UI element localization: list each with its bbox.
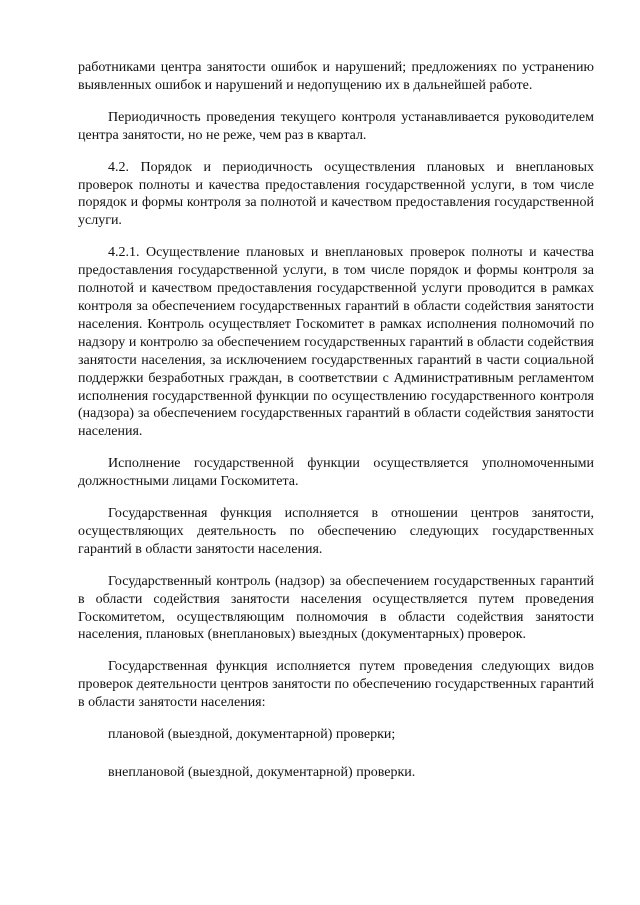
paragraph-section-4-2-1: 4.2.1. Осуществление плановых и внеплановых проверок полноты и качества предоставления государственной услуги, в том числе порядок и формы контроля за полнотой и качеством предоставления государственной услуги проводится в рамках контроля за обеспечением государственных гарантий в области содействия занятости населения. Контроль осуществляет Госкомитет в рамках исполнения полномочий по надзору и контролю за обеспечением государственных гарантий в области содействия занятости населения, за исключением государственных гарантий в части социальной поддержки безработных граждан, в соответствии с Административным регламентом исполнения государственной функции по осуществлению государственного контроля (надзора) за обеспечением государственных гарантий в области содействия занятости населения.: [78, 245, 594, 440]
document-body: [78, 59, 594, 802]
paragraph-state-control: Государственный контроль (надзор) за обеспечением государственных гарантий в области содействия занятости населения осуществляется путем проведения Госкомитетом, осуществляющим полномочия в области содействия занятости населения, плановых (внеплановых) выездных (документарных) проверок.: [78, 573, 594, 643]
paragraph-control-periodicity: Периодичность проведения текущего контроля устанавливается руководителем центра занятости, но не реже, чем раз в квартал.: [78, 109, 594, 143]
list-item-unplanned-inspection: внеплановой (выездной, документарной) проверки.: [108, 765, 416, 780]
paragraph-inspection-types: Государственная функция исполняется путем проведения следующих видов проверок деятельности центров занятости по обеспечению государственных гарантий в области занятости населения:: [78, 659, 594, 711]
paragraph-section-4-2: 4.2. Порядок и периодичность осуществления плановых и внеплановых проверок полноты и качества предоставления государственной услуги, в том числе порядок и формы контроля за полнотой и качеством предоставления государственной услуги.: [78, 159, 594, 229]
paragraph-function-execution: Исполнение государственной функции осуществляется уполномоченными должностными лицами Госкомитета.: [78, 456, 594, 490]
paragraph-continuation: работниками центра занятости ошибок и нарушений; предложениях по устранению выявленных ошибок и нарушений и недопущению их в дальнейшей работе.: [78, 60, 594, 93]
list-item-planned-inspection: плановой (выездной, документарной) проверки;: [108, 727, 396, 743]
paragraph-function-scope: Государственная функция исполняется в отношении центров занятости, осуществляющих деятельность по обеспечению следующих государственных гарантий в области занятости населения.: [78, 506, 594, 557]
